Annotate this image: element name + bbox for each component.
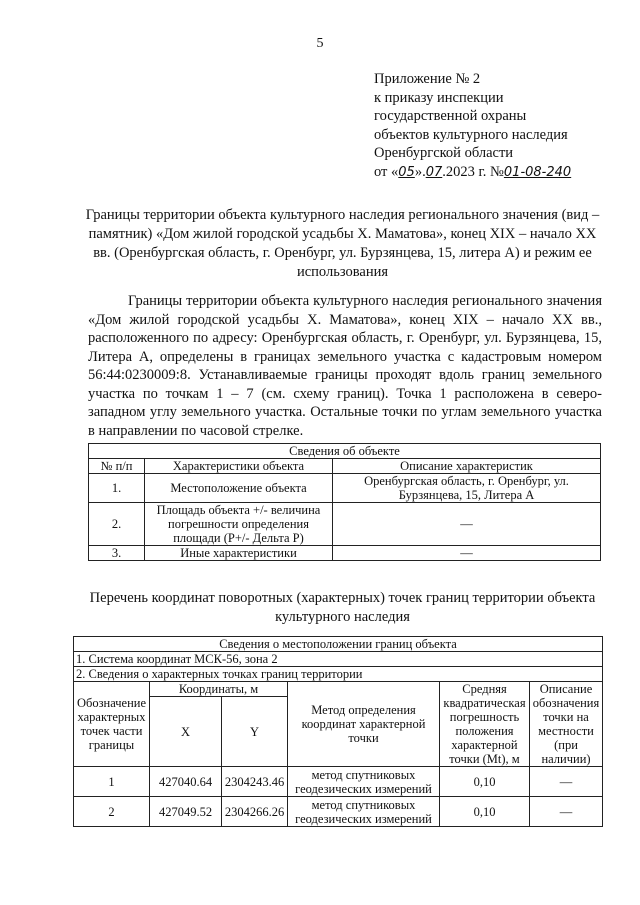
header-method: Метод определения координат характерной точки bbox=[288, 682, 440, 767]
section-heading: 2. Сведения о характерных точках границ территории bbox=[74, 667, 603, 682]
handwritten-month: 07 bbox=[425, 164, 443, 180]
point-id: 2 bbox=[74, 797, 150, 827]
handwritten-day: 05 bbox=[398, 164, 415, 180]
table1-header: Характеристики объекта bbox=[145, 459, 333, 474]
header-description: Описание обозначения точки на местности (при наличии) bbox=[530, 682, 603, 767]
table-row bbox=[89, 474, 601, 503]
coordinate-system: 1. Система координат МСК-56, зона 2 bbox=[74, 652, 603, 667]
header-x: X bbox=[150, 697, 222, 767]
row-description: — bbox=[333, 546, 601, 561]
table1-header: № п/п bbox=[89, 459, 145, 474]
handwritten-order-number: 01-08-240 bbox=[503, 164, 572, 180]
date-year: .2023 г. № bbox=[442, 163, 504, 180]
body-paragraph: Границы территории объекта культурного наследия регионального значения «Дом жилой городской усадьбы Х. Маматова», конец XIX – начало XX вв., расположенного по адресу: Оренбургская область, г. Оренбург, ул. Бурзянцева, 15, Литера А, определены в границах земельного участка с кадастровым номером 56:44:0230009:8. Устанавливаемые границы проходят вдоль границ земельного участка по точкам 1 – 7 (см. схему границ). Точка 1 расположена в северо-западном углу земельного участка. Остальные точки по углам земельного участка в направлении по часовой стрелке. bbox=[88, 293, 602, 439]
order-date-line bbox=[374, 163, 571, 183]
row-characteristic: Иные характеристики bbox=[145, 546, 333, 561]
accuracy: 0,10 bbox=[440, 797, 530, 827]
date-separator: ». bbox=[414, 163, 426, 180]
coord-y: 2304243.46 bbox=[222, 767, 288, 797]
method: метод спутниковых геодезических измерений bbox=[288, 767, 440, 797]
header-point: Обозначение характерных точек части границы bbox=[74, 682, 150, 767]
appendix-line: государственной охраны bbox=[374, 108, 527, 124]
table-row bbox=[89, 503, 601, 546]
header-accuracy: Средняя квадратическая погрешность положения характерной точки (Mt), м bbox=[440, 682, 530, 767]
row-description: — bbox=[333, 503, 601, 546]
row-characteristic: Площадь объекта +/- величина погрешности определения площади (P+/- Дельта P) bbox=[145, 503, 333, 546]
row-number: 1. bbox=[89, 474, 145, 503]
date-prefix: от « bbox=[374, 163, 399, 180]
method: метод спутниковых геодезических измерений bbox=[288, 797, 440, 827]
accuracy: 0,10 bbox=[440, 767, 530, 797]
row-description: Оренбургская область, г. Оренбург, ул. Бурзянцева, 15, Литера А bbox=[333, 474, 601, 503]
table2-caption: Сведения о местоположении границ объекта bbox=[74, 637, 603, 652]
header-y: Y bbox=[222, 697, 288, 767]
table-row bbox=[74, 797, 603, 827]
coordinates-list-title: Перечень координат поворотных (характерных) точек границ территории объекта культурного наследия bbox=[89, 590, 596, 625]
coord-x: 427049.52 bbox=[150, 797, 222, 827]
table1-header: Описание характеристик bbox=[333, 459, 601, 474]
coord-y: 2304266.26 bbox=[222, 797, 288, 827]
point-description: — bbox=[530, 767, 603, 797]
header-coordinates: Координаты, м bbox=[150, 682, 288, 697]
document-title: Границы территории объекта культурного наследия регионального значения (вид – памятник) «Дом жилой городской усадьбы Х. Маматова», конец XIX – начало XX вв. (Оренбургская область, г. Оренбург, ул. Бурзянцева, 15, литера А) и режим ее использования bbox=[85, 207, 600, 280]
object-info-table bbox=[88, 443, 601, 561]
appendix-block bbox=[374, 70, 571, 182]
table1-caption: Сведения об объекте bbox=[89, 444, 601, 459]
row-number: 2. bbox=[89, 503, 145, 546]
body-text bbox=[88, 292, 602, 440]
point-description: — bbox=[530, 797, 603, 827]
row-number: 3. bbox=[89, 546, 145, 561]
page-number: 5 bbox=[316, 36, 324, 51]
appendix-line: к приказу инспекции bbox=[374, 89, 504, 106]
table-row bbox=[89, 546, 601, 561]
appendix-line: объектов культурного наследия bbox=[374, 126, 568, 143]
appendix-line: Оренбургской области bbox=[374, 145, 514, 161]
appendix-line: Приложение № 2 bbox=[374, 71, 481, 87]
table-row bbox=[74, 767, 603, 797]
coordinates-table bbox=[73, 636, 603, 827]
point-id: 1 bbox=[74, 767, 150, 797]
row-characteristic: Местоположение объекта bbox=[145, 474, 333, 503]
coord-x: 427040.64 bbox=[150, 767, 222, 797]
